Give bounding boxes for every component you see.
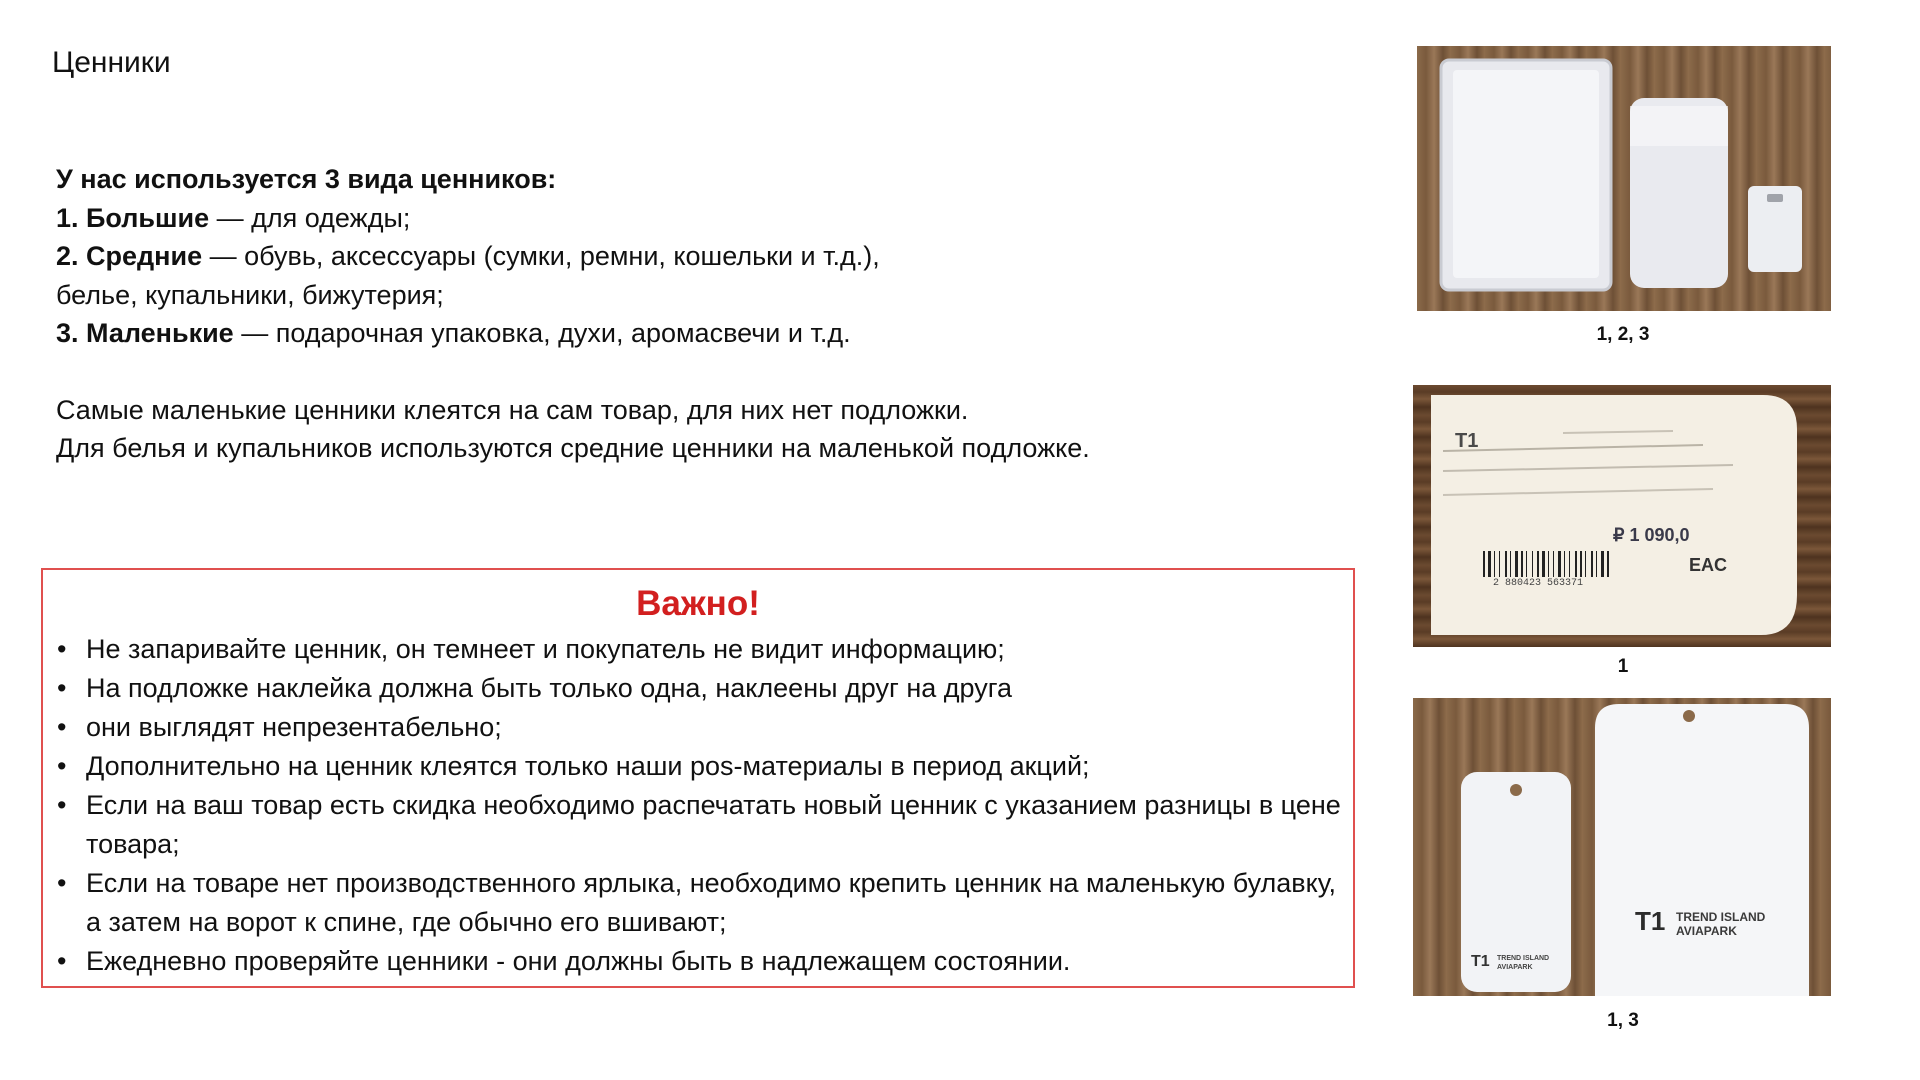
barcode-bar — [1505, 551, 1507, 577]
important-item: • они выглядят непрезентабельно; — [57, 708, 1343, 747]
small-tag-brand-line1: TREND ISLAND — [1497, 955, 1550, 962]
photo1-caption: 1, 2, 3 — [1596, 324, 1650, 345]
large-tag-inner — [1453, 70, 1599, 278]
barcode-bar — [1580, 551, 1582, 577]
small-tag-brand-line2: AVIAPARK — [1497, 964, 1533, 971]
barcode-bar — [1515, 551, 1518, 577]
label-logo: T1 — [1455, 430, 1479, 452]
small-brand-tag-hole — [1510, 784, 1522, 796]
barcode-bar — [1537, 551, 1539, 577]
barcode-bar — [1542, 551, 1545, 577]
photo-price-tag-sizes — [1417, 46, 1831, 311]
important-list — [57, 630, 1343, 981]
intro-item-2-continued: белье, купальники, бижутерия; — [56, 279, 444, 310]
barcode-bar — [1553, 551, 1554, 577]
photo-price-tag-sizes-drawing — [1417, 46, 1831, 311]
intro-item-3: 3. Маленькие — подарочная упаковка, духи, аромасвечи и т.д. — [56, 318, 851, 348]
barcode-bar — [1596, 551, 1597, 577]
important-item: • Дополнительно на ценник клеятся только наши pos-материалы в период акций; — [57, 747, 1343, 786]
important-item: • Ежедневно проверяйте ценники - они должны быть в надлежащем состоянии. — [57, 942, 1343, 981]
barcode-bar — [1521, 551, 1523, 577]
label-barcode-digits: 2 880423 563371 — [1493, 578, 1584, 589]
large-tag-logo: T1 — [1635, 906, 1666, 936]
photo3-caption: 1, 3 — [1607, 1010, 1639, 1031]
barcode-bar — [1494, 551, 1495, 577]
intro-item-1: 1. Большие — для одежды; — [56, 202, 411, 233]
price-label-card — [1431, 395, 1797, 635]
important-item: • Не запаривайте ценник, он темнеет и покупатель не видит информацию; — [57, 630, 1343, 669]
barcode-bar — [1591, 551, 1593, 577]
barcode-bar — [1585, 551, 1586, 577]
photo2-caption: 1 — [1617, 656, 1629, 677]
label-price: ₽ 1 090,0 — [1613, 525, 1690, 545]
photo-price-label-drawing — [1413, 385, 1831, 647]
barcode-bar — [1558, 551, 1561, 577]
large-brand-tag-hole — [1683, 710, 1695, 722]
intro-note-2: Для белья и купальников используются средние ценники на маленькой подложке. — [56, 433, 1090, 463]
intro-heading: У нас используется 3 вида ценников: — [56, 164, 557, 194]
medium-tag-shine — [1630, 106, 1728, 146]
important-item: • На подложке наклейка должна быть только одна, наклеены друг на друга — [57, 669, 1343, 708]
barcode-bar — [1548, 551, 1549, 577]
barcode-bar — [1499, 551, 1500, 577]
small-tag-hole — [1767, 194, 1783, 202]
barcode-bar — [1575, 551, 1577, 577]
small-tag-logo: T1 — [1471, 953, 1490, 970]
barcode-bar — [1569, 551, 1570, 577]
label-eac-mark: EAC — [1689, 555, 1728, 575]
intro-item-2: 2. Средние — обувь, аксессуары (сумки, ремни, кошельки и т.д.), — [56, 241, 880, 271]
large-tag-brand-line1: TREND ISLAND — [1676, 910, 1766, 924]
important-title: Важно! — [636, 584, 760, 623]
barcode-bar — [1564, 551, 1565, 577]
large-tag-brand-line2: AVIAPARK — [1676, 924, 1737, 938]
barcode-bar — [1510, 551, 1511, 577]
page-title: Ценники — [52, 46, 171, 79]
barcode-bar — [1601, 551, 1604, 577]
important-box — [41, 568, 1355, 988]
barcode-bar — [1488, 551, 1491, 577]
important-item: • Если на ваш товар есть скидка необходимо распечатать новый ценник с указанием разницы в цене товара; — [57, 786, 1343, 864]
photo-brand-tags — [1413, 698, 1831, 996]
barcode-bar — [1526, 551, 1527, 577]
barcode-bar — [1532, 551, 1533, 577]
barcode-bar — [1607, 551, 1609, 577]
large-brand-tag — [1595, 704, 1809, 996]
intro-text — [56, 160, 1306, 468]
photo-brand-tags-drawing — [1413, 698, 1831, 996]
photo-price-label — [1413, 385, 1831, 647]
intro-note-1: Самые маленькие ценники клеятся на сам товар, для них нет подложки. — [56, 394, 969, 425]
important-item: • Если на товаре нет производственного ярлыка, необходимо крепить ценник на маленькую булавку, а затем на ворот к спине, где обычно его вшивают; — [57, 864, 1343, 942]
barcode-bar — [1483, 551, 1485, 577]
